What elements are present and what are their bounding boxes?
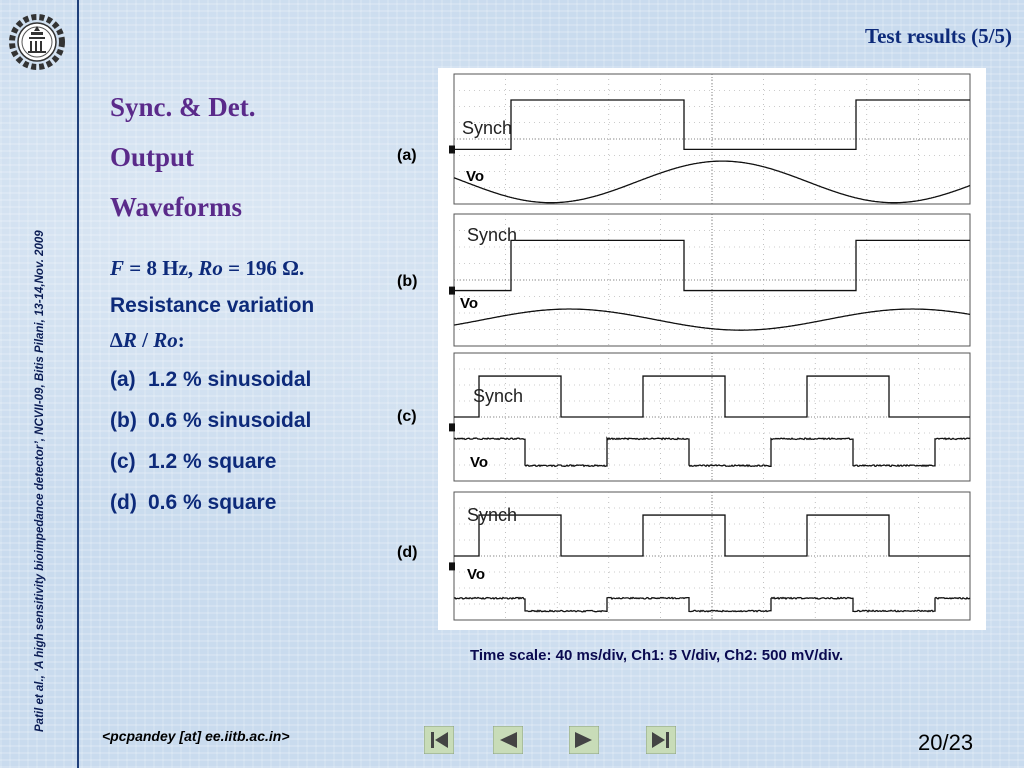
delta-prefix: ∆ — [110, 328, 123, 352]
previous-slide-button[interactable] — [493, 726, 523, 754]
citation-text: Patil et al., ‘A high sensitivity bioimpedance detector’, NCVII-09, Bitis Pilani, 13-14,Nov. 2009 — [34, 230, 46, 732]
synch-label: Synch — [467, 225, 518, 245]
last-slide-button[interactable] — [646, 726, 676, 754]
delta-separator: / — [136, 328, 154, 352]
heading-line: Output — [110, 142, 195, 172]
delta-r-symbol: R — [122, 328, 137, 352]
panel-tag: (d) — [397, 544, 418, 561]
item-label: (d) — [110, 491, 137, 514]
ro-value: = 196 Ω. — [222, 256, 305, 280]
delta-ro-symbol: Ro — [153, 328, 178, 352]
channel-marker — [449, 423, 455, 431]
figure-caption: Time scale: 40 ms/div, Ch1: 5 V/div, Ch2: 500 mV/div. — [470, 647, 844, 664]
item-label: (b) — [110, 409, 137, 432]
item-label: (a) — [110, 368, 136, 391]
channel-marker — [449, 287, 455, 295]
previous-slide-icon — [493, 726, 523, 754]
first-slide-icon — [424, 726, 454, 754]
item-label: (c) — [110, 450, 136, 473]
item-text: 0.6 % sinusoidal — [148, 409, 312, 432]
last-slide-icon — [646, 726, 676, 754]
vo-label: Vo — [467, 566, 486, 583]
ro-symbol: Ro — [198, 256, 223, 280]
heading-line: Waveforms — [110, 192, 242, 222]
panel-tag: (c) — [397, 408, 417, 425]
first-slide-button[interactable] — [424, 726, 454, 754]
next-slide-icon — [569, 726, 599, 754]
item-text: 0.6 % square — [148, 491, 277, 514]
channel-marker — [449, 562, 455, 570]
vo-label: Vo — [460, 295, 479, 312]
vo-label: Vo — [466, 168, 485, 185]
panel-tag: (b) — [397, 273, 418, 290]
resistance-variation-label: Resistance variation — [110, 294, 315, 317]
item-text: 1.2 % square — [148, 450, 277, 473]
slide-title: Test results (5/5) — [865, 24, 1012, 48]
vo-label: Vo — [470, 454, 489, 471]
author-email: <pcpandey [at] ee.iitb.ac.in> — [102, 728, 290, 744]
frequency-value: = 8 Hz, — [124, 256, 199, 280]
synch-label: Synch — [473, 386, 524, 406]
heading-line: Sync. & Det. — [110, 92, 256, 122]
synch-label: Synch — [467, 505, 518, 525]
frequency-symbol: F — [110, 256, 125, 280]
channel-marker — [449, 146, 455, 154]
delta-suffix: : — [177, 328, 185, 352]
item-text: 1.2 % sinusoidal — [148, 368, 312, 391]
synch-label: Synch — [462, 118, 513, 138]
panel-tag: (a) — [397, 147, 417, 164]
next-slide-button[interactable] — [569, 726, 599, 754]
page-number: 20/23 — [918, 730, 974, 755]
